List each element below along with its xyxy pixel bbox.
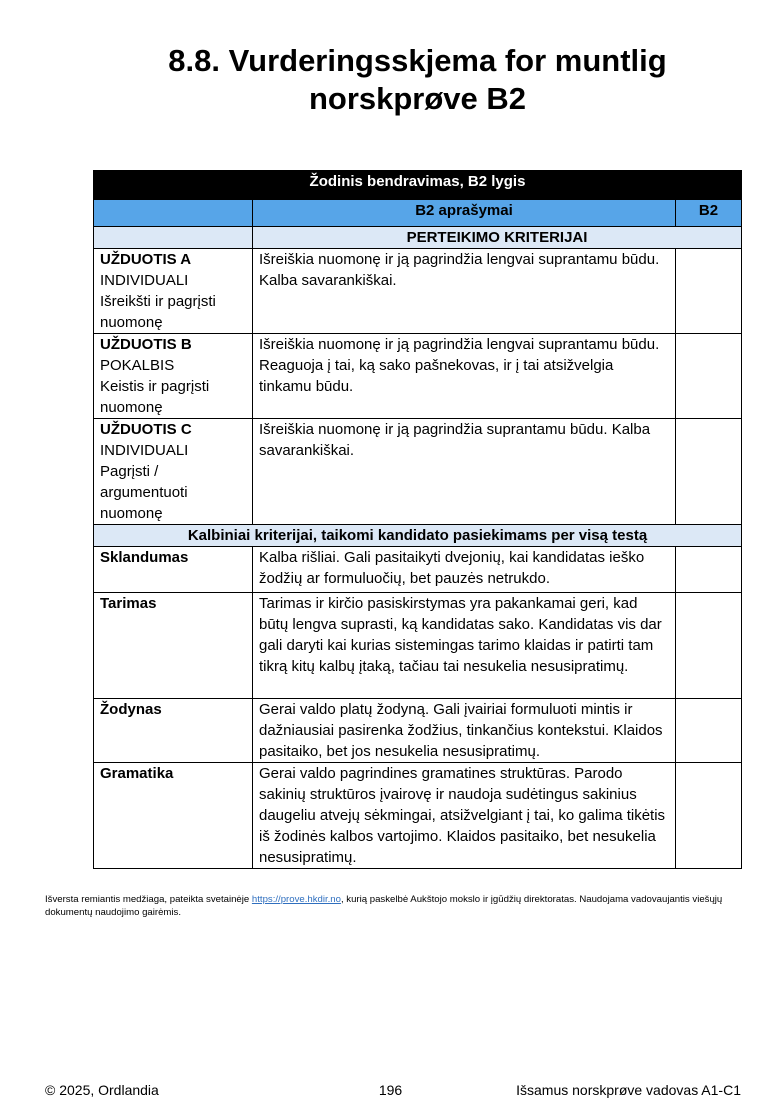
task-a-cell <box>94 249 253 334</box>
task-a-goal: Išreikšti ir pagrįsti nuomonę <box>100 293 216 331</box>
source-link[interactable]: https://prove.hkdir.no <box>251 894 341 905</box>
criterion-vocabulary-score <box>676 699 742 763</box>
task-b-description: Išreiškia nuomonę ir ją pagrindžia lengvai suprantamu būdu. Reaguoja į tai, ką sako pašnekovas, ir į tai atsižvelgia tinkamu būdu. <box>253 334 676 419</box>
task-b-label: UŽDUOTIS B <box>100 336 192 353</box>
criterion-grammar-score <box>676 763 742 869</box>
table-title-row <box>94 171 742 200</box>
criterion-fluency-description: Kalba rišliai. Gali pasitaikyti dvejonių, kai kandidatas ieško žodžių ar formuluočių, bet pauzės netrukdo. <box>253 547 676 593</box>
footer-page-number: 196 <box>378 1082 403 1098</box>
table-row <box>94 699 742 763</box>
task-c-cell <box>94 419 253 525</box>
task-c-score <box>676 419 742 525</box>
header-descriptions: B2 aprašymai <box>253 200 676 227</box>
criterion-fluency-label: Sklandumas <box>94 547 253 593</box>
footer-copyright: © 2025, Ordlandia <box>45 1082 159 1098</box>
footer-document-title: Išsamus norskprøve vadovas A1-C1 <box>516 1082 741 1098</box>
section1-empty-cell <box>94 227 253 249</box>
task-a-label: UŽDUOTIS A <box>100 251 192 268</box>
task-a-description: Išreiškia nuomonę ir ją pagrindžia lengvai suprantamu būdu. Kalba savarankiškai. <box>253 249 676 334</box>
criterion-grammar-description: Gerai valdo pagrindines gramatines struktūras. Parodo sakinių struktūros įvairovę ir naudoja sudėtingus sakinius daugeliu atvejų sėkmingai, atsižvelgiant į tai, ko galima tikėtis iš žodinės kalbos vartojimo. Klaidos pasitaiko, bet nesukelia nesusipratimų. <box>253 763 676 869</box>
task-b-cell <box>94 334 253 419</box>
criterion-grammar-label: Gramatika <box>94 763 253 869</box>
criterion-vocabulary-label: Žodynas <box>94 699 253 763</box>
criterion-pronunciation-label: Tarimas <box>94 593 253 699</box>
section2-title: Kalbiniai kriterijai, taikomi kandidato pasiekimams per visą testą <box>94 525 742 547</box>
task-b-goal: Keistis ir pagrįsti nuomonę <box>100 378 210 416</box>
table-row <box>94 547 742 593</box>
task-b-score <box>676 334 742 419</box>
table-row <box>94 763 742 869</box>
section2-header-row <box>94 525 742 547</box>
table-row <box>94 334 742 419</box>
task-c-description: Išreiškia nuomonę ir ją pagrindžia suprantamu būdu. Kalba savarankiškai. <box>253 419 676 525</box>
footnote-text-after: , kurią paskelbė Aukštojo mokslo ir įgūdžių direktoratas. Naudojama vadovaujantis viešųjų dokumentų naudojimo gairėmis. <box>45 894 723 918</box>
table-header-row <box>94 200 742 227</box>
criterion-fluency-score <box>676 547 742 593</box>
footnote <box>45 893 735 919</box>
page-title: 8.8. Vurderingsskjema for muntlig norskprøve B2 <box>168 43 667 116</box>
table-row <box>94 419 742 525</box>
table-row <box>94 593 742 699</box>
footnote-text-before: Išversta remiantis medžiaga, pateikta svetainėje <box>45 894 252 905</box>
criterion-pronunciation-score <box>676 593 742 699</box>
task-c-goal: Pagrįsti / argumentuoti nuomonę <box>100 463 188 522</box>
table-row <box>94 249 742 334</box>
section1-header-row <box>94 227 742 249</box>
criterion-pronunciation-description: Tarimas ir kirčio pasiskirstymas yra pakankamai geri, kad būtų lengva suprasti, ką kandidatas sako. Kandidatas vis dar gali daryti kai kurias sistemingas tarimo klaidas ir patirti tam tikrą kitų kalbų įtaką, tačiau tai nesukelia nesusipratimų. <box>253 593 676 699</box>
task-c-type: INDIVIDUALI <box>100 442 189 459</box>
criterion-vocabulary-description: Gerai valdo platų žodyną. Gali įvairiai formuluoti mintis ir dažniausiai pasirenka žodžius, tinkančius kontekstui. Klaidos pasitaiko, bet jos nesukelia nesusipratimų. <box>253 699 676 763</box>
assessment-table <box>93 170 742 869</box>
header-level: B2 <box>676 200 742 227</box>
header-empty-cell <box>94 200 253 227</box>
task-c-label: UŽDUOTIS C <box>100 421 192 438</box>
section1-title: PERTEIKIMO KRITERIJAI <box>253 227 742 249</box>
task-a-type: INDIVIDUALI <box>100 272 189 289</box>
task-b-type: POKALBIS <box>100 357 175 374</box>
task-a-score <box>676 249 742 334</box>
table-title: Žodinis bendravimas, B2 lygis <box>94 171 742 200</box>
